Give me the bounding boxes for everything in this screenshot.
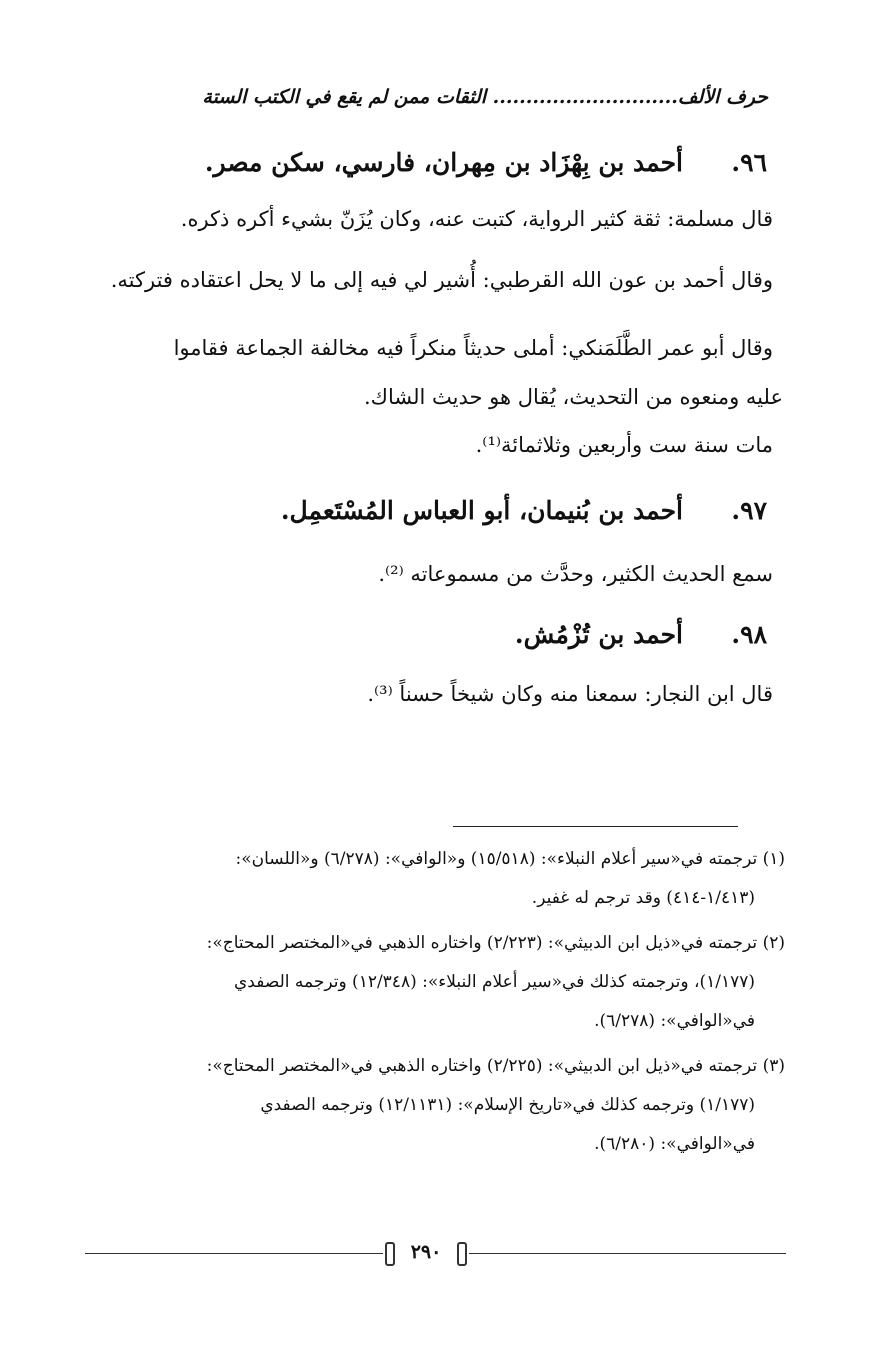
footnotes (95, 840, 785, 1170)
running-header: حرف الألف............................ الثقات ممن لم يقع في الكتب الستة (202, 86, 768, 108)
block-line: عليه ومنعوه من التحديث، يُقال هو حديث الشاك. (363, 385, 783, 409)
entry-number: ٩٦. (731, 148, 767, 177)
entry-paragraph: قال ابن النجار: سمعنا منه وكان شيخاً حسناً ⁽³⁾. (367, 682, 773, 706)
entry-number: ٩٧. (731, 496, 767, 525)
footnote-line: (٢) ترجمته في«ذيل ابن الدبيثي»: (٢/٢٢٣) واختاره الذهبي في«المختصر المحتاج»: (206, 933, 785, 953)
entry-title: أحمد بن بُنيمان، أبو العباس المُسْتَعمِل. (280, 496, 683, 525)
entry-heading-97 (281, 496, 767, 525)
bottom-rule-right (468, 1253, 786, 1254)
footnote-line: في«الوافي»: (٦/٢٧٨). (594, 1011, 755, 1031)
block-line: وقال أبو عمر الطَّلَمَنكي: أملى حديثاً منكراً فيه مخالفة الجماعة فقاموا (173, 336, 773, 360)
entry-paragraph: وقال أحمد بن عون الله القرطبي: أُشير لي فيه إلى ما لا يحل اعتقاده فتركته. (110, 268, 773, 292)
page-number: ٢٩٠ (383, 1234, 469, 1270)
entry-paragraph: قال مسلمة: ثقة كثير الرواية، كتبت عنه، وكان يُزَنّ بشيء أكره ذكره. (180, 207, 773, 231)
bottom-rule-left (85, 1253, 385, 1254)
footnote-3 (95, 1047, 785, 1164)
entry-title: أحمد بن بِهْزَاد بن مِهران، فارسي، سكن مصر. (204, 148, 683, 177)
entry-paragraph-block (93, 324, 783, 422)
entry-title: أحمد بن تُزْمُش. (514, 620, 683, 649)
footnote-line: (١) ترجمته في«سير أعلام النبلاء»: (١٥/٥١٨) و«الوافي»: (٦/٢٧٨) و«اللسان»: (235, 849, 785, 869)
footnote-1 (95, 840, 785, 918)
entry-number: ٩٨. (731, 620, 767, 649)
footnote-2 (95, 924, 785, 1041)
entry-paragraph: سمع الحديث الكثير، وحدَّث من مسموعاته ⁽²⁾. (378, 562, 773, 586)
footnote-line: (٣) ترجمته في«ذيل ابن الدبيثي»: (٢/٢٢٥) واختاره الذهبي في«المختصر المحتاج»: (206, 1056, 785, 1076)
entry-heading-98 (515, 620, 767, 649)
footnote-separator (453, 826, 738, 827)
footnote-line: (١/١٧٧)، وترجمته كذلك في«سير أعلام النبلاء»: (١٢/٣٤٨) وترجمه الصفدي (234, 972, 755, 992)
entry-heading-96 (205, 148, 767, 177)
footnote-line: (١/٤١٣-٤١٤) وقد ترجم له غفير. (531, 888, 755, 908)
footnote-line: (١/١٧٧) وترجمه كذلك في«تاريخ الإسلام»: (١٢/١١٣١) وترجمه الصفدي (260, 1095, 755, 1115)
entry-death-note: مات سنة ست وأربعين وثلاثمائة⁽¹⁾. (475, 433, 773, 457)
footnote-line: في«الوافي»: (٦/٢٨٠). (594, 1134, 755, 1154)
